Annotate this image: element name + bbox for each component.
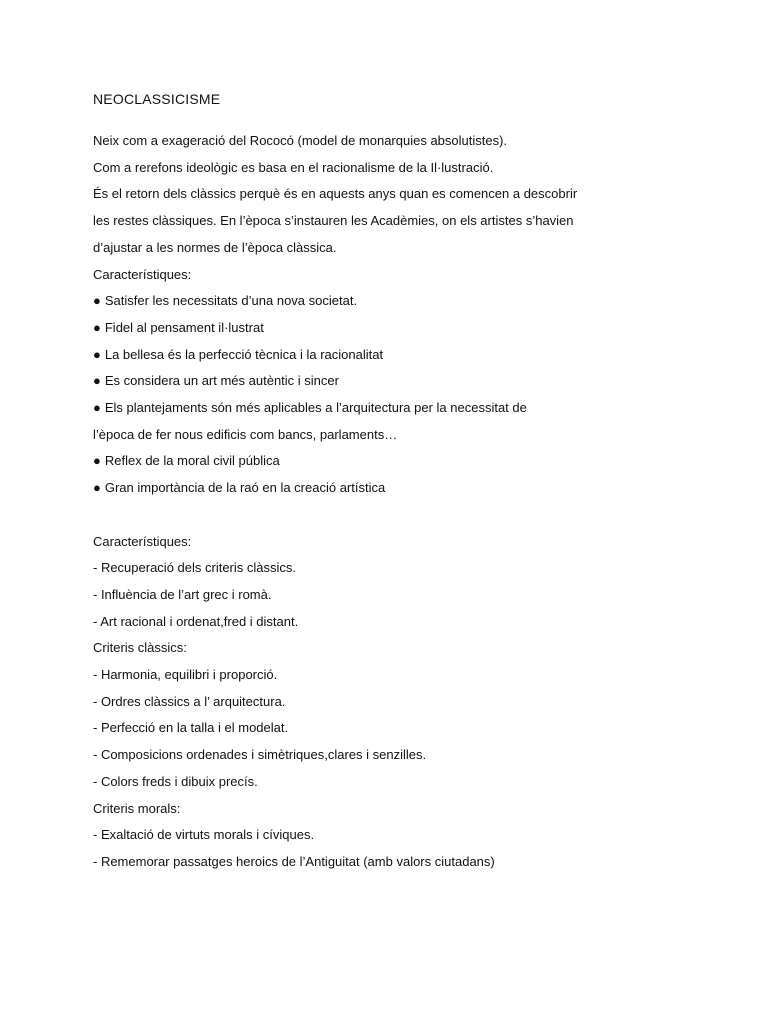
list-item: - Perfecció en la talla i el modelat. (93, 720, 289, 736)
intro-line: Com a rerefons ideològic es basa en el racionalisme de la Il·lustració. (93, 159, 494, 175)
paragraph-spacer (93, 502, 713, 529)
bullet-item (93, 342, 713, 369)
list-item: - Recuperació dels criteris clàssics. (93, 560, 297, 576)
bullet-icon: ● (93, 293, 101, 309)
bullet-item (93, 395, 713, 422)
bullet-item (93, 315, 713, 342)
bullet-text: La bellesa és la perfecció tècnica i la racionalitat (104, 346, 384, 362)
bullet-icon: ● (93, 346, 101, 362)
intro-line: Neix com a exageració del Rococó (model de monarquies absolutistes). (93, 133, 508, 148)
list-item: - Exaltació de virtuts morals i cíviques. (93, 827, 315, 843)
section-heading-criteris-morals: Criteris morals: (93, 800, 181, 816)
bullet-icon: ● (93, 400, 101, 416)
bullet-icon: ● (93, 319, 101, 335)
intro-line: les restes clàssiques. En l’època s’instauren les Acadèmies, on els artistes s’havien (93, 213, 574, 229)
bullet-icon: ● (93, 480, 101, 496)
bullet-text: Fidel al pensament il·lustrat (104, 319, 264, 335)
list-item: - Art racional i ordenat,fred i distant. (93, 613, 299, 629)
document-body (93, 86, 713, 876)
bullet-text: Satisfer les necessitats d’una nova societat. (104, 293, 358, 309)
bullet-text: Es considera un art més autèntic i sincer (104, 373, 339, 389)
bullet-text: Reflex de la moral civil pública (104, 453, 280, 469)
bullet-continuation: l’època de fer nous edificis com bancs, parlaments… (93, 426, 398, 442)
bullet-item (93, 448, 713, 475)
bullet-item (93, 368, 713, 395)
list-item: - Rememorar passatges heroics de l’Antiguitat (amb valors ciutadans) (93, 853, 495, 869)
bullet-text: Els plantejaments són més aplicables a l’arquitectura per la necessitat de (104, 400, 527, 416)
section-heading-caracteristiques-2: Característiques: (93, 533, 192, 549)
bullet-text: Gran importància de la raó en la creació artística (104, 480, 386, 496)
list-item: - Composicions ordenades i simètriques,clares i senzilles. (93, 747, 427, 763)
bullet-icon: ● (93, 453, 101, 469)
intro-line: És el retorn dels clàssics perquè és en aquests anys quan es comencen a descobrir (93, 186, 578, 202)
list-item: - Ordres clàssics a l’ arquitectura. (93, 693, 286, 709)
section-heading-criteris-classics: Criteris clàssics: (93, 640, 187, 656)
bullet-item (93, 288, 713, 315)
intro-line: d’ajustar a les normes de l’època clàssica. (93, 239, 337, 255)
list-item: - Colors freds i dibuix precís. (93, 773, 258, 789)
section-heading-caracteristiques: Característiques: (93, 266, 192, 282)
list-item: - Harmonia, equilibri i proporció. (93, 667, 278, 683)
list-item: - Influència de l’art grec i romà. (93, 586, 272, 602)
bullet-item (93, 475, 713, 502)
document-title: NEOCLASSICISME (93, 91, 221, 107)
bullet-icon: ● (93, 373, 101, 389)
